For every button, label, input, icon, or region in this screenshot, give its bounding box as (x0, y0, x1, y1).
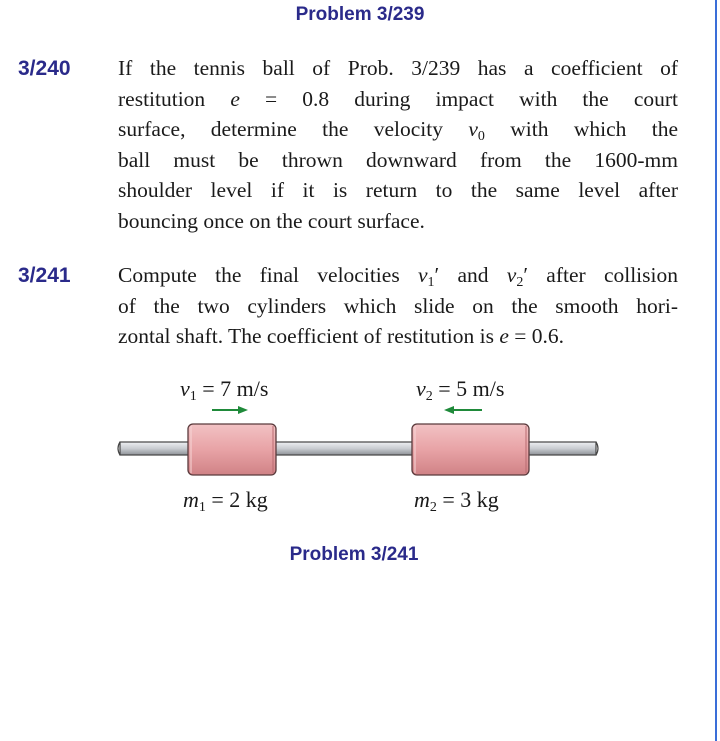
p240-line-2: restitution e = 0.8 during impact with the court (118, 86, 678, 111)
p241-line-2: of the two cylinders which slide on the smooth hori- (118, 293, 678, 318)
label-v2: $v_2 = 5$ m/s (416, 376, 505, 404)
p240-line-3: surface, determine the velocity $v_0$ with which the (118, 117, 678, 144)
label-v1: $v_1 = 7$ m/s (180, 376, 269, 404)
caption-problem-241: Problem 3/241 (289, 544, 419, 565)
arrow-v2-left (444, 406, 482, 414)
cylinder-m2 (412, 424, 529, 475)
arrow-v1-right (212, 406, 248, 414)
p240-line-5: shoulder level if it is return to the same level after (118, 178, 678, 202)
p240-line-4: ball must be thrown downward from the 1600-mm (118, 147, 678, 172)
label-m2: $m_2 = 3$ kg (414, 487, 499, 515)
problem-240-number: 3/240 (18, 57, 71, 80)
p241-line-1: Compute the final velocities $v_1'$ and $v_2'$ after collision (118, 263, 678, 290)
cylinder-m1 (188, 424, 276, 475)
page-edge-line (715, 0, 717, 741)
p240-line-6: bouncing once on the court surface. (118, 208, 425, 233)
p241-line-3: zontal shaft. The coefficient of restitution is e = 0.6. (118, 324, 565, 348)
problem-241-number: 3/241 (18, 264, 71, 287)
caption-problem-239: Problem 3/239 (295, 4, 425, 25)
problem-241-text (118, 260, 678, 352)
collision-diagram (0, 395, 720, 490)
label-m1: $m_1 = 2$ kg (183, 487, 268, 515)
problem-240-text (118, 53, 678, 236)
p240-line-1: If the tennis ball of Prob. 3/239 has a coefficient of (118, 56, 678, 80)
